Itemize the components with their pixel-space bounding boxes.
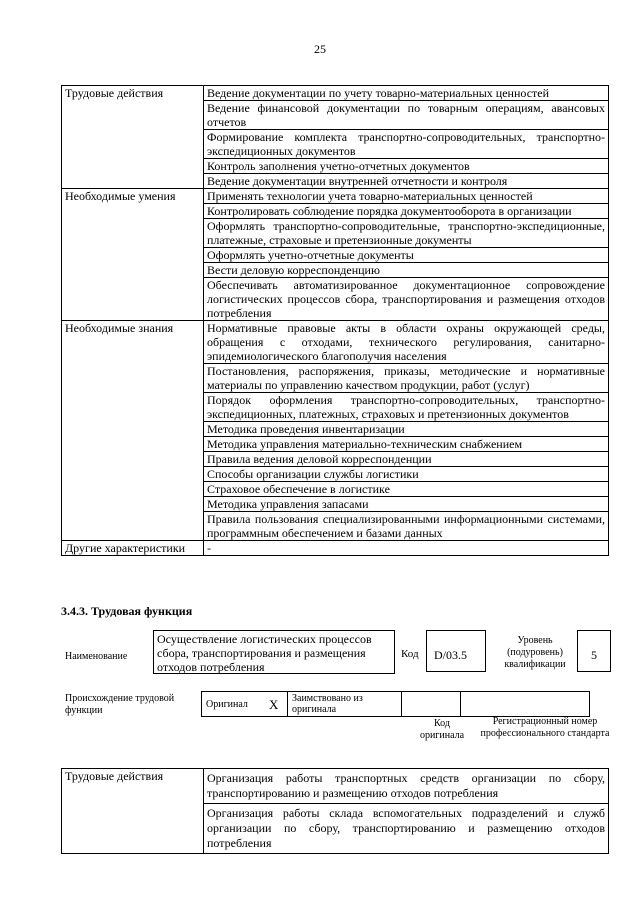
row-item: Страховое обеспечение в логистике — [204, 482, 609, 497]
row-item: Контролировать соблюдение порядка документооборота в организации — [204, 204, 609, 219]
original-mark: X — [265, 692, 288, 717]
code-value: D/03.5 — [434, 648, 467, 662]
original-code-cell — [402, 692, 461, 717]
level-value: 5 — [591, 648, 597, 662]
row-item: Правила пользования специализированными информационными системами, программным обеспечением и базами данных — [204, 512, 609, 541]
row-item: Постановления, распоряжения, приказы, методические и нормативные материалы по управлению качеством продукции, работ (услуг) — [204, 364, 609, 393]
row-label: Необходимые знания — [62, 321, 204, 541]
row-item: Ведение документации внутренней отчетности и контроля — [204, 174, 609, 189]
row-label: Необходимые умения — [62, 189, 204, 321]
level-box — [577, 630, 611, 672]
registration-number-cell — [461, 692, 590, 717]
row-item: Способы организации службы логистики — [204, 467, 609, 482]
name-label: Наименование — [65, 651, 128, 662]
row-item: Методика проведения инвентаризации — [204, 422, 609, 437]
function-name-box — [153, 630, 395, 674]
table-row — [62, 541, 609, 556]
level-label: Уровень (подуровень) квалификации — [504, 635, 566, 670]
row-item: Методика управления запасами — [204, 497, 609, 512]
original-label: Оригинал — [202, 692, 266, 717]
row-item: Методика управления материально-техническим снабжением — [204, 437, 609, 452]
row-item: Оформлять транспортно-сопроводительные, транспортно-экспедиционные, платежные, страховые и претензионные документы — [204, 219, 609, 248]
row-item: Контроль заполнения учетно-отчетных документов — [204, 159, 609, 174]
row-item: Обеспечивать автоматизированное документационное сопровождение логистических процессов сбора, транспортирования и размещения отходов потребления — [204, 278, 609, 321]
borrowed-label: Заимствовано из оригинала — [288, 692, 402, 717]
row-item: - — [204, 541, 609, 556]
row-item: Применять технологии учета товарно-материальных ценностей — [204, 189, 609, 204]
table-row — [62, 321, 609, 364]
row-item: Оформлять учетно-отчетные документы — [204, 248, 609, 263]
row-item: Организация работы транспортных средств организации по сбору, транспортированию и размещению отходов потребления — [204, 769, 609, 804]
row-item: Правила ведения деловой корреспонденции — [204, 452, 609, 467]
code-caption: Код оригинала — [419, 718, 465, 741]
row-item: Нормативные правовые акты в области охраны окружающей среды, обращения с отходами, технического регулирования, санитарно-эпидемиологического благополучия населения — [204, 321, 609, 364]
labor-actions-table — [61, 768, 609, 854]
labor-function-table-continued — [61, 85, 609, 556]
row-item: Порядок оформления транспортно-сопроводительных, транспортно-экспедиционных, платежных, страховых и претензионных документов — [204, 393, 609, 422]
row-item: Вести деловую корреспонденцию — [204, 263, 609, 278]
row-label: Трудовые действия — [62, 86, 204, 189]
table-row — [62, 86, 609, 101]
section-title: 3.4.3. Трудовая функция — [61, 604, 193, 618]
row-label: Другие характеристики — [62, 541, 204, 556]
registration-caption: Регистрационный номер профессионального стандарта — [480, 716, 610, 739]
row-item: Ведение финансовой документации по товарным операциям, авансовых отчетов — [204, 101, 609, 130]
function-name-value: Осуществление логистических процессов сбора, транспортирования и размещения отходов потребления — [157, 632, 372, 674]
row-item: Формирование комплекта транспортно-сопроводительных, транспортно-экспедиционных документов — [204, 130, 609, 159]
page-number: 25 — [314, 42, 326, 56]
row-item: Ведение документации по учету товарно-материальных ценностей — [204, 86, 609, 101]
code-box — [426, 630, 486, 672]
row-item: Организация работы склада вспомогательных подразделений и служб организации по сбору, транспортированию и размещению отходов потребления — [204, 804, 609, 854]
table-row — [62, 769, 609, 804]
code-label: Код — [401, 648, 419, 660]
origin-table — [201, 691, 590, 717]
row-label: Трудовые действия — [62, 769, 204, 854]
table-row — [62, 189, 609, 204]
origin-label: Происхождение трудовой функции — [65, 693, 175, 716]
